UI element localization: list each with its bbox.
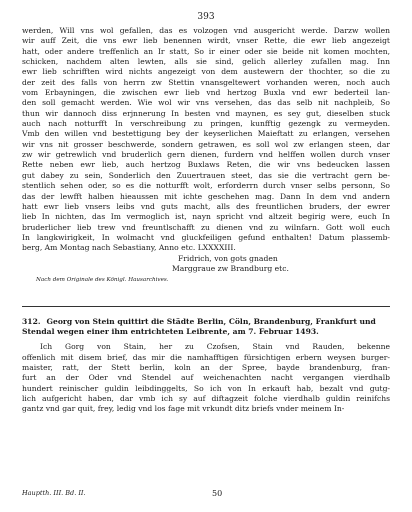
letter-line: Rette neben ewr lieb, auch hertzog Buxlaws Reten, die wir vns bedeucken lassen [22, 160, 390, 170]
letter-line: Vmb den willen vnd bestettigung bey der keyserlichen Maieftatt zu erlangen, versehen [22, 129, 390, 139]
document-line: Ich Gorg von Stain, her zu Czofsen, Stain vnd Rauden, bekenne [40, 342, 390, 352]
letter-body [22, 26, 390, 254]
footer-volume: Hauptth. III. Bd. II. [22, 489, 86, 497]
letter-line: auch nach notturfft In verschreibung zu pringen, kunfftig gezengk zu vermeyden. [22, 119, 390, 129]
letter-line: stentlich sehen oder, so es die notturfft wolt, erforderrn durch vnser selbs personn, So [22, 181, 390, 191]
letter-line: ewr lieb schrifften wird nichts angezeigt von dem austewern der thochter, so die zu [22, 67, 390, 77]
document-number: 312. [22, 317, 41, 327]
page-number: 393 [197, 12, 215, 22]
letter-line: schicken, nachdem alten lewten, alls sie sind, gelich allerley zufallen mag. Inn [22, 57, 390, 67]
letter-line: der zeit des falls von herrn zw Stettin vnansgeltewert vorhanden weren, noch auch [22, 77, 390, 87]
letter-line: vom Erbayningen, die zwischen ewr lieb vnd hertzog Buxla vnd ewr bederteil lan- [22, 88, 390, 98]
letter-line: den soll gemacht werden. Wie wol wir vns versehen, das das selb nit nachpleib, So [22, 98, 390, 108]
document-line: offenlich mit disem brief, das mir die namhafftigen fürsichtigen erbern weysen burger- [22, 352, 390, 362]
letter-line: hatt ewr lieb vnsers leibs vnd guts macht, alls des freuntlichen bruders, der ewrer [22, 201, 390, 211]
letter-line: lieb In nichten, das Im vermoglich ist, nayn spricht vnd altzeit begirig were, euch In [22, 212, 390, 222]
letter-line: wir vns nit grosser beschwerde, sondern getrawen, es soll wol zw erlangen steen, dar [22, 139, 390, 149]
letter-line: werden, Will vns wol gefallen, das es volzogen vnd ausgericht werde. Darzw wollen [22, 26, 390, 35]
document-line: hundert reinischer guldin leibdinggelts, So ich von In erkauft hab, bezalt vnd gutg- [22, 383, 390, 393]
source-note: Nach dem Originale des Königl. Hausarchives. [36, 277, 169, 284]
section-divider [22, 306, 390, 307]
letter-line: zw wir getrewlich vnd bruderlich gern dienen, furdern vnd helffen wollen durch vnser [22, 150, 390, 160]
letter-line: das der lewfft halben hieaussen mit ichte geschehen mag. Dann In dem vnd andern [22, 191, 390, 201]
document-body [22, 342, 390, 414]
letter-line: thun wir dannoch diss erjnnerung In besten vnd maynen, es sey gut, dieselben stuck [22, 108, 390, 118]
letter-line: wir auff Zeit, die vns ewr lieb benennen wirdt, vnser Rette, die ewr lieb angezeigt [22, 36, 390, 46]
document-heading [22, 317, 390, 337]
document-line: gantz vnd gar quit, frey, ledig vnd los fage mit vrkundt ditz briefs vnder meinem In- [22, 404, 345, 414]
letter-line: gut dabey zu sein, Sonderlich den Zuuertrauen steet, das sie die vertracht gern be- [22, 170, 390, 180]
signature-line: Fridrich, von gots gnaden [178, 253, 278, 263]
signature-line: Marggraue zw Brandburg etc. [172, 263, 289, 273]
document-line: maister, ratt, der Stett berlin, koln an der Spree, bayde brandenburg, fran- [22, 362, 390, 372]
document-line: furt an der Oder vnd Stendel auf weichenachten nacht vergangen vierdhalb [22, 373, 390, 383]
document-title: Georg von Stein quittirt die Städte Berlin, Cöln, Brandenburg, Frankfurt und Stendal wegen einer ihm entrichteten Leibrente, am 7. Februar 1493. [22, 317, 376, 337]
footer-sheet-number: 50 [212, 489, 223, 498]
letter-line: berg, Am Montag nach Sebastiany, Anno etc. LXXXXIII. [22, 243, 236, 253]
signature-block [22, 254, 390, 275]
letter-line: In langkwirigkeit, In wolmacht vnd gluckfeiligen gefund enthalten! Datum plassemb- [22, 232, 390, 242]
letter-line: hatt, oder andere treffenlich an Ir statt, So ir einer oder sie beide nit komen mochten, [22, 46, 390, 56]
letter-line: bruderlicher lieb trew vnd freuntlschafft zu dienen vnd zu wilnfarn. Gott woll euch [22, 222, 390, 232]
document-line: lich aufgericht haben, dar vmb ich sy auf diftagzeit folche vierdhalb guldin reinifchs [22, 393, 390, 403]
